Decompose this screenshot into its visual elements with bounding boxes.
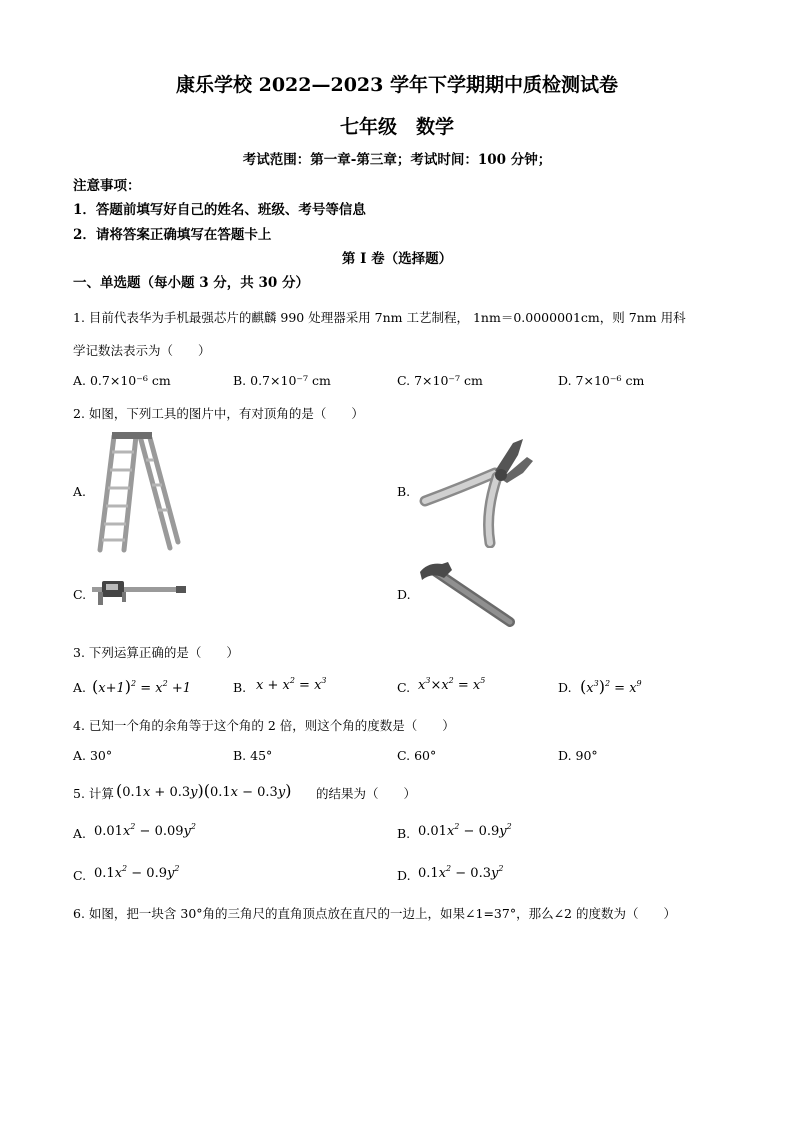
q1-option-a: A. 0.7×10⁻⁶ cm xyxy=(73,373,171,388)
part-title: 第 I 卷（选择题） xyxy=(341,251,453,267)
q1-option-d: D. 7×10⁻⁶ cm xyxy=(558,373,645,388)
q3-stem: 3. 下列运算正确的是（ ） xyxy=(73,645,239,660)
q5-label-b: B. xyxy=(397,826,411,841)
q2-stem: 2. 如图，下列工具的图片中，有对顶角的是（ ） xyxy=(73,406,364,421)
q1-option-c: C. 7×10⁻⁷ cm xyxy=(397,373,483,388)
pliers-image xyxy=(415,433,535,548)
q3-label-c: C. xyxy=(397,680,411,695)
q5-expr: (0.1x + 0.3y)(0.1x − 0.3y) xyxy=(116,781,292,800)
q2-label-d: D. xyxy=(397,587,411,602)
notice-item-2: 2．请将答案正确填写在答题卡上 xyxy=(73,227,272,243)
q4-option-b: B. 45° xyxy=(233,748,273,763)
exam-subtitle: 七年级 数学 xyxy=(339,116,454,138)
q6-stem: 6. 如图，把一块含 30°角的三角尺的直角顶点放在直尺的一边上，如果∠1=37°，那么∠2 的度数为（ ） xyxy=(73,906,676,921)
q5-label-c: C. xyxy=(73,868,87,883)
caliper-image xyxy=(92,578,188,606)
q3-expr-a: $(x+1)^2 = x^2 +1$ xyxy=(92,677,191,696)
q5-expr-d: $0.1x^2 - 0.3y^2$ xyxy=(418,864,504,881)
exam-title: 康乐学校 2022—2023 学年下学期期中质检测试卷 xyxy=(176,74,618,96)
hammer-image xyxy=(418,560,518,630)
notice-heading: 注意事项： xyxy=(73,178,141,194)
q2-label-b: B. xyxy=(397,484,411,499)
ladder-image xyxy=(92,430,184,555)
q5-label-a: A. xyxy=(73,826,87,841)
q3-expr-c: $x^3\times x^2 = x^5$ xyxy=(418,676,486,693)
section-title: 一、单选题（每小题 3 分，共 30 分） xyxy=(73,275,309,291)
notice-item-1: 1．答题前填写好自己的姓名、班级、考号等信息 xyxy=(73,202,366,218)
q5-expr-c: $0.1x^2 - 0.9y^2$ xyxy=(94,864,180,881)
q1-stem-line2: 学记数法表示为（ ） xyxy=(73,343,211,358)
q2-label-c: C. xyxy=(73,587,87,602)
q5-stem-prefix: 5. 计算 xyxy=(73,786,114,801)
q3-label-a: A. xyxy=(73,680,87,695)
q5-stem-suffix: 的结果为（ ） xyxy=(316,786,417,801)
q4-option-c: C. 60° xyxy=(397,748,437,763)
q5-expr-a: $0.01x^2 - 0.09y^2$ xyxy=(94,822,196,839)
q3-expr-d: $(x^3)^2 = x^9$ xyxy=(580,677,642,696)
q5-expr-b: $0.01x^2 - 0.9y^2$ xyxy=(418,822,512,839)
q5-label-d: D. xyxy=(397,868,411,883)
q3-expr-b: $x + x^2 = x^3$ xyxy=(256,676,327,693)
q2-label-a: A. xyxy=(73,484,87,499)
q4-option-d: D. 90° xyxy=(558,748,598,763)
q4-option-a: A. 30° xyxy=(73,748,113,763)
q1-stem-line1: 1. 目前代表华为手机最强芯片的麒麟 990 处理器采用 7nm 工艺制程， 1nm＝0.0000001cm，则 7nm 用科 xyxy=(73,310,686,325)
q4-stem: 4. 已知一个角的余角等于这个角的 2 倍，则这个角的度数是（ ） xyxy=(73,718,455,733)
q3-label-d: D. xyxy=(558,680,572,695)
q3-label-b: B. xyxy=(233,680,247,695)
exam-scope: 考试范围：第一章-第三章；考试时间：100 分钟； xyxy=(242,152,552,168)
q1-option-b: B. 0.7×10⁻⁷ cm xyxy=(233,373,331,388)
